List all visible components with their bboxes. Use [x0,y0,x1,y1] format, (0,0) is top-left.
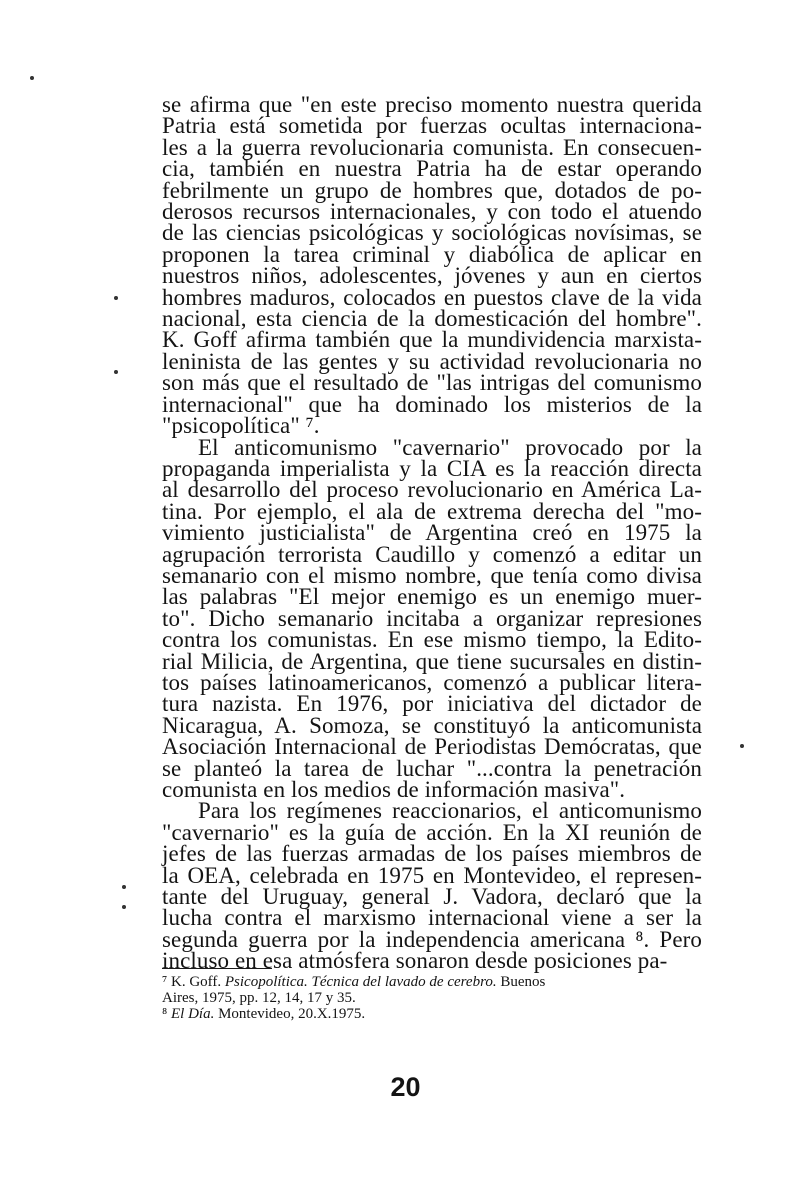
footnote-8-marker: ⁸ [162,1005,168,1022]
text-line: tos países latinoamericanos, comenzó a publicar litera- [162,669,702,695]
text-line: tura nazista. En 1976, por iniciativa del dictador de [162,691,702,717]
text-line: "cavernario" es la guía de acción. En la XI reunión de [162,819,702,845]
text-line: lucha contra el marxismo internacional viene a ser la [162,905,702,931]
text-line: leninista de las gentes y su actividad revolucionaria no [162,348,702,374]
text-line: febrilmente un grupo de hombres que, dotados de po- [162,177,702,203]
footnote-separator [162,968,272,969]
text-line: tina. Por ejemplo, el ala de extrema derecha del "mo- [162,498,702,524]
text-line: semanario con el mismo nombre, que tenía como divisa [162,562,702,588]
text-line: Nicaragua, A. Somoza, se constituyó la anticomunista [162,712,702,738]
text-line: derosos recursos internacionales, y con todo el atuendo [162,199,702,225]
text-line: la OEA, celebrada en 1975 en Montevideo, el represen- [162,862,702,888]
text-line: internacional" que ha dominado los misterios de la [162,391,702,417]
paragraph-1 [162,94,702,437]
scan-speck [122,885,126,889]
text-line: rial Milicia, de Argentina, que tiene sucursales en distin- [162,648,702,674]
footnotes [162,975,702,1022]
footnote-7-line2: Aires, 1975, pp. 12, 14, 17 y 35. [162,989,356,1006]
text-line: cia, también en nuestra Patria ha de estar operando [162,156,702,182]
text-line: hombres maduros, colocados en puestos clave de la vida [162,284,702,310]
text-line: agrupación terrorista Caudillo y comenzó a editar un [162,541,702,567]
page-number: 20 [390,1072,421,1102]
text-line: "psicopolítica" ⁷. [162,413,320,439]
text-line: tante del Uruguay, general J. Vadora, declaró que la [162,884,702,910]
text-line: Para los regímenes reaccionarios, el anticomunismo [198,798,702,824]
scan-speck [122,905,126,909]
scan-speck [740,744,744,748]
text-line: comunista en los medios de información masiva". [162,777,626,802]
text-line: segunda guerra por la independencia americana ⁸. Pero [162,926,702,952]
text-line: proponen la tarea criminal y diabólica de aplicar en [162,241,702,267]
footnote-8-rest: Montevideo, 20.X.1975. [218,1005,366,1022]
footnote-7-place: Buenos [500,974,546,990]
scan-speck [30,76,34,80]
text-line: les a la guerra revolucionaria comunista. En consecuen- [162,134,702,160]
text-line: vimiento justicialista" de Argentina creó en 1975 la [162,520,702,546]
footnote-7 [162,975,702,991]
body-text [162,94,702,972]
footnote-7-author: K. Goff. [170,974,222,990]
text-line: contra los comunistas. En ese mismo tiempo, la Edito- [162,627,702,653]
scan-speck [114,370,118,374]
text-line: de las ciencias psicológicas y sociológicas novísimas, se [162,220,702,246]
text-line: propaganda imperialista y la CIA es la reacción directa [162,455,702,481]
text-line: al desarrollo del proceso revolucionario en América La- [162,477,702,503]
text-line: El anticomunismo "cavernario" provocado por la [198,434,702,460]
scan-speck [114,296,118,300]
text-line: las palabras "El mejor enemigo es un enemigo muer- [162,584,702,610]
footnote-8 [162,1007,702,1023]
text-line: Patria está sometida por fuerzas ocultas internaciona- [162,113,702,139]
text-line: Asociación Internacional de Periodistas Demócratas, que [162,734,702,760]
text-line: incluso en esa atmósfera sonaron desde posiciones pa- [162,948,668,974]
text-line: son más que el resultado de "las intrigas del comunismo [162,370,702,396]
footnote-7-marker: ⁷ [162,974,168,990]
text-line: se planteó la tarea de luchar "...contra la penetración [162,755,702,781]
text-line: nacional, esta ciencia de la domesticación del hombre". [162,306,702,332]
footnote-8-title: El Día. [170,1005,215,1022]
text-line: K. Goff afirma también que la mundividencia marxista- [162,327,702,353]
text-line: nuestros niños, adolescentes, jóvenes y aun en ciertos [162,263,702,289]
footnote-7-title: Psicopolítica. Técnica del lavado de cerebro. [224,974,497,990]
text-line: se afirma que "en este preciso momento nuestra querida [162,92,702,117]
text-line: to". Dicho semanario incitaba a organizar represiones [162,605,702,631]
text-line: jefes de las fuerzas armadas de los países miembros de [162,841,702,867]
paragraph-2 [162,434,702,802]
paragraph-3 [162,798,702,974]
